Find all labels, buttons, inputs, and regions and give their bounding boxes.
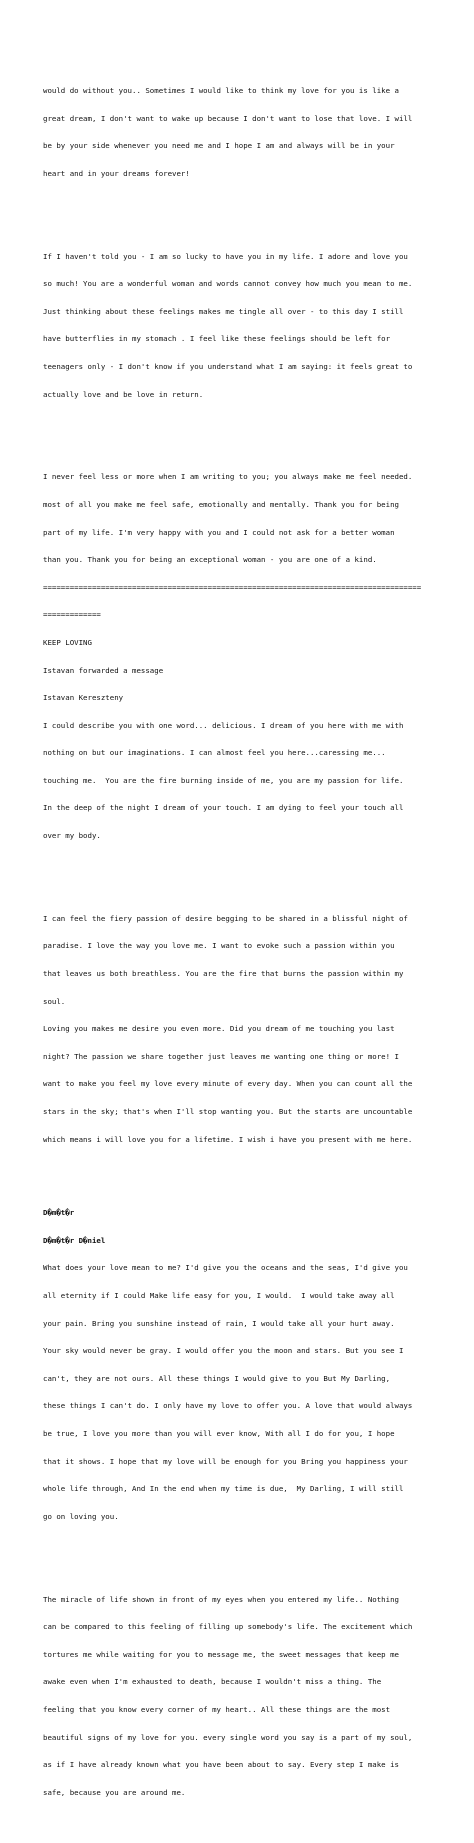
- text-line: that it shows. I hope that my love will be enough for you Bring you happiness your: [43, 1456, 408, 1466]
- text-line: nothing on but our imaginations. I can almost feel you here...caressing me...: [43, 748, 386, 758]
- author-name: Istavan Kereszteny: [43, 693, 124, 703]
- text-line: be by your side whenever you need me and I hope I am and always will be in your: [43, 141, 395, 151]
- text-line: Loving you makes me desire you even more. Did you dream of me touching you last: [43, 1024, 395, 1034]
- text-line: safe, because you are around me.: [43, 1787, 186, 1797]
- text-line: night? The passion we share together just leaves me wanting one thing or more! I: [43, 1051, 399, 1061]
- text-line: great dream, I don't want to wake up because I don't want to lose that love. I will: [43, 113, 413, 123]
- text-line: most of all you make me feel safe, emotionally and mentally. Thank you for being: [43, 499, 399, 509]
- paragraph: [43, 895, 443, 1162]
- text-line: Your sky would never be gray. I would offer you the moon and stars. But you see I: [43, 1346, 404, 1356]
- text-line: over my body.: [43, 831, 101, 841]
- text-line: than you. Thank you for being an exceptional woman - you are one of a kind.: [43, 555, 377, 565]
- text-line: would do without you.. Sometimes I would like to think my love for you is like a: [43, 86, 399, 96]
- text-line: Istavan forwarded a message: [43, 665, 164, 675]
- text-line: your pain. Bring you sunshine instead of rain, I would take all your hurt away.: [43, 1318, 395, 1328]
- text-line: If I haven't told you - I am so lucky to have you in my life. I adore and love you: [43, 251, 408, 261]
- text-line: tortures me while waiting for you to message me, the sweet messages that keep me: [43, 1649, 399, 1659]
- paragraph: [43, 68, 443, 197]
- text-line: which means i will love you for a lifetime. I wish i have you present with me here.: [43, 1134, 413, 1144]
- paragraph: [43, 1190, 443, 1540]
- text-line: I could describe you with one word... delicious. I dream of you here with me with: [43, 720, 404, 730]
- text-line: Just thinking about these feelings makes me tingle all over - to this day I still: [43, 306, 404, 316]
- text-line: In the deep of the night I dream of your touch. I am dying to feel your touch all: [43, 803, 404, 813]
- text-line: go on loving you.: [43, 1511, 119, 1521]
- text-line: be true, I love you more than you will ever know, With all I do for you, I hope: [43, 1428, 395, 1438]
- author-name: D�m�t�r D�niel: [43, 1235, 106, 1245]
- paragraph: [43, 233, 443, 417]
- text-line: as if I have already known what you have been about to say. Every step I make is: [43, 1760, 399, 1770]
- text-line: have butterflies in my stomach . I feel like these feelings should be left for: [43, 334, 391, 344]
- section-heading: KEEP LOVING: [43, 637, 92, 647]
- text-line: soul.: [43, 996, 66, 1006]
- text-line: teenagers only - I don't know if you understand what I am saying: it feels great to: [43, 361, 413, 371]
- text-line: can be compared to this feeling of filling up somebody's life. The excitement which: [43, 1622, 413, 1632]
- text-line: heart and in your dreams forever!: [43, 168, 190, 178]
- text-line: actually love and be love in return.: [43, 389, 204, 399]
- text-line: paradise. I love the way you love me. I want to evoke such a passion within you: [43, 941, 395, 951]
- separator-line: =============: [43, 610, 101, 620]
- paragraph: [43, 1576, 443, 1815]
- text-line: whole life through, And In the end when my time is due, My Darling, I will still: [43, 1484, 404, 1494]
- text-line: The miracle of life shown in front of my eyes when you entered my life.. Nothing: [43, 1594, 399, 1604]
- text-line: I can feel the fiery passion of desire begging to be shared in a blissful night of: [43, 913, 408, 923]
- text-line: What does your love mean to me? I'd give you the oceans and the seas, I'd give you: [43, 1263, 408, 1273]
- paragraph: [43, 454, 443, 859]
- text-line: awake even when I'm exhausted to death, because I wouldn't miss a thing. The: [43, 1677, 382, 1687]
- text-line: stars in the sky; that's when I'll stop wanting you. But the starts are uncountable: [43, 1107, 413, 1117]
- text-line: that leaves us both breathless. You are the fire that burns the passion within my: [43, 969, 404, 979]
- text-line: these things I can't do. I only have my love to offer you. A love that would always: [43, 1401, 413, 1411]
- text-line: touching me. You are the fire burning inside of me, you are my passion for life.: [43, 775, 404, 785]
- text-line: beautiful signs of my love for you. every single word you say is a part of my soul,: [43, 1732, 413, 1742]
- text-line: I never feel less or more when I am writing to you; you always make me feel needed.: [43, 472, 413, 482]
- text-line: all eternity if I could Make life easy for you, I would. I would take away all: [43, 1291, 395, 1301]
- text-line: can't, they are not ours. All these things I would give to you But My Darling,: [43, 1373, 391, 1383]
- text-line: part of my life. I'm very happy with you and I could not ask for a better woman: [43, 527, 395, 537]
- text-line: so much! You are a wonderful woman and words cannot convey how much you mean to me.: [43, 279, 413, 289]
- author-name: D�m�t�r: [43, 1208, 75, 1218]
- text-line: want to make you feel my love every minute of every day. When you can count all the: [43, 1079, 413, 1089]
- document-body: [43, 40, 443, 1843]
- separator-line: =====================================================================================: [43, 582, 422, 592]
- text-line: feeling that you know every corner of my heart.. All these things are the most: [43, 1704, 391, 1714]
